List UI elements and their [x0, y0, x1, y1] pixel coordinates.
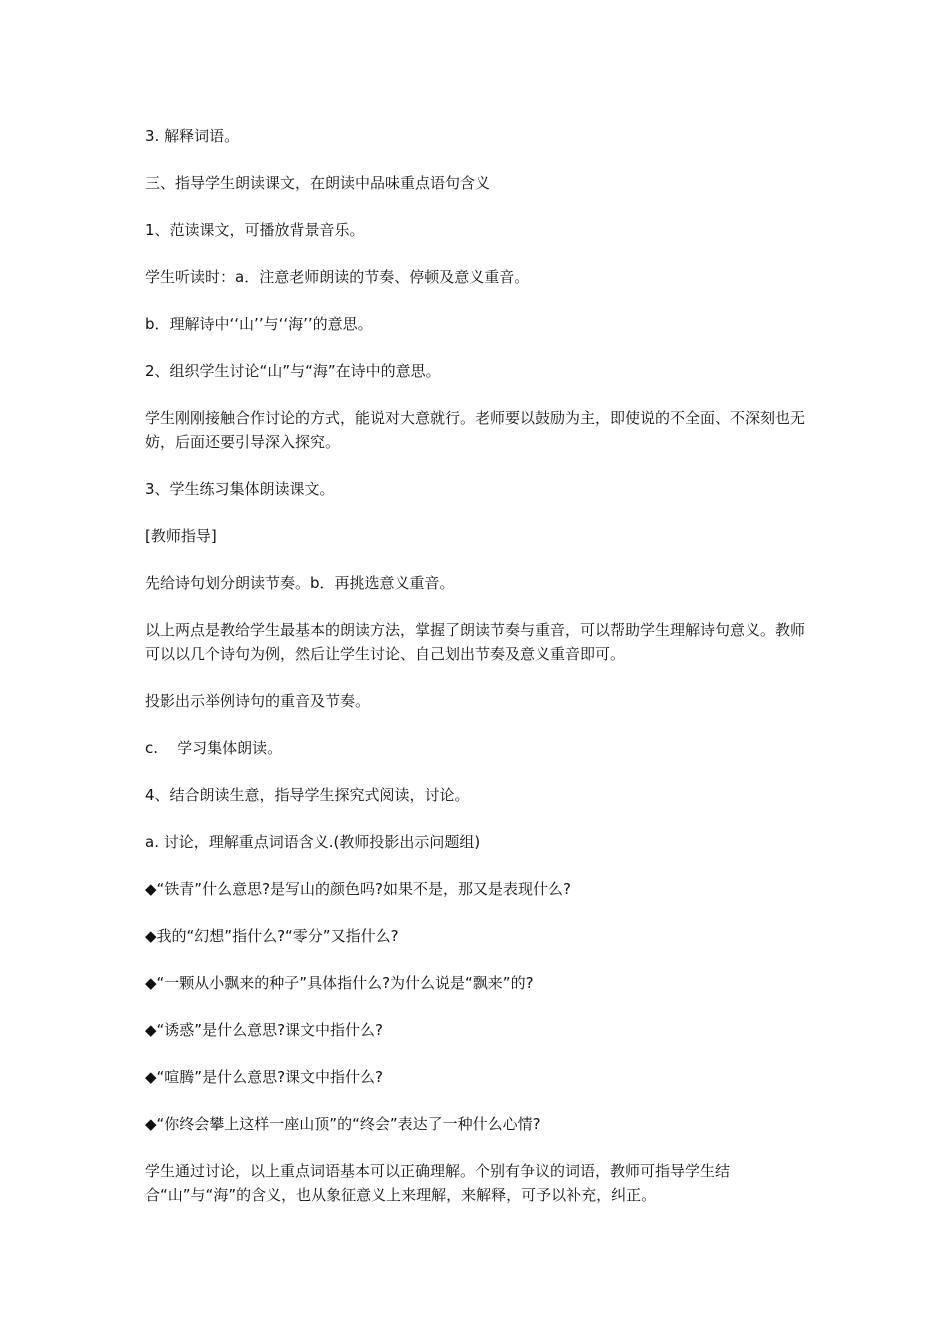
paragraph-model-reading: 1、范读课文，可播放背景音乐。: [145, 221, 365, 239]
paragraph-explain-words: 3. 解释词语。: [145, 127, 240, 145]
paragraph-discussion-summary: 学生通过讨论，以上重点词语基本可以正确理解。个别有争议的词语，教师可指导学生结合“山”与“海”的含义，也从象征意义上来理解，来解释，可予以补充，纠正。: [145, 1162, 731, 1204]
paragraph-reading-method: 以上两点是教给学生最基本的朗读方法，掌握了朗读节奏与重音，可以帮助学生理解诗句意义。教师可以以几个诗句为例，然后让学生讨论、自己划出节奏及意义重音即可。: [145, 621, 806, 663]
document-body: [145, 124, 815, 1230]
question-item: ◆“一颗从小飘来的种子”具体指什么?为什么说是“飘来”的?: [145, 974, 534, 992]
paragraph-discussion-questions: a. 讨论，理解重点词语含义.(教师投影出示问题组): [145, 833, 481, 851]
paragraph-discussion-note: 学生刚刚接触合作讨论的方式，能说对大意就行。老师要以鼓励为主，即使说的不全面、不深刻也无妨，后面还要引导深入探究。: [145, 409, 806, 451]
paragraph-collective-reading: 3、学生练习集体朗读课文。: [145, 480, 335, 498]
question-item: ◆“诱惑”是什么意思?课文中指什么?: [145, 1021, 384, 1039]
section-heading-reading-guidance: 三、指导学生朗读课文，在朗读中品味重点语句含义: [145, 174, 491, 192]
question-item: ◆我的“幻想”指什么?“零分”又指什么?: [145, 927, 399, 945]
paragraph-group-discussion: 2、组织学生讨论“山”与“海”在诗中的意思。: [145, 362, 441, 380]
paragraph-listening-tips: 学生听读时：a．注意老师朗读的节奏、停顿及意义重音。: [145, 268, 530, 286]
paragraph-projection-example: 投影出示举例诗句的重音及节奏。: [145, 692, 371, 710]
paragraph-inquiry-reading: 4、结合朗读生意，指导学生探究式阅读，讨论。: [145, 786, 470, 804]
paragraph-learn-collective-reading: c. 学习集体朗读。: [145, 739, 283, 757]
question-item: ◆“你终会攀上这样一座山顶”的“终会”表达了一种什么心情?: [145, 1115, 541, 1133]
question-item: ◆“铁青”什么意思?是写山的颜色吗?如果不是，那又是表现什么?: [145, 880, 571, 898]
question-item: ◆“喧腾”是什么意思?课文中指什么?: [145, 1068, 384, 1086]
paragraph-understand-mountain-sea: b．理解诗中‘‘山’’与‘‘海’’的意思。: [145, 315, 373, 333]
paragraph-rhythm-stress: 先给诗句划分朗读节奏。b．再挑选意义重音。: [145, 574, 455, 592]
paragraph-teacher-guidance-label: [教师指导]: [145, 527, 217, 545]
